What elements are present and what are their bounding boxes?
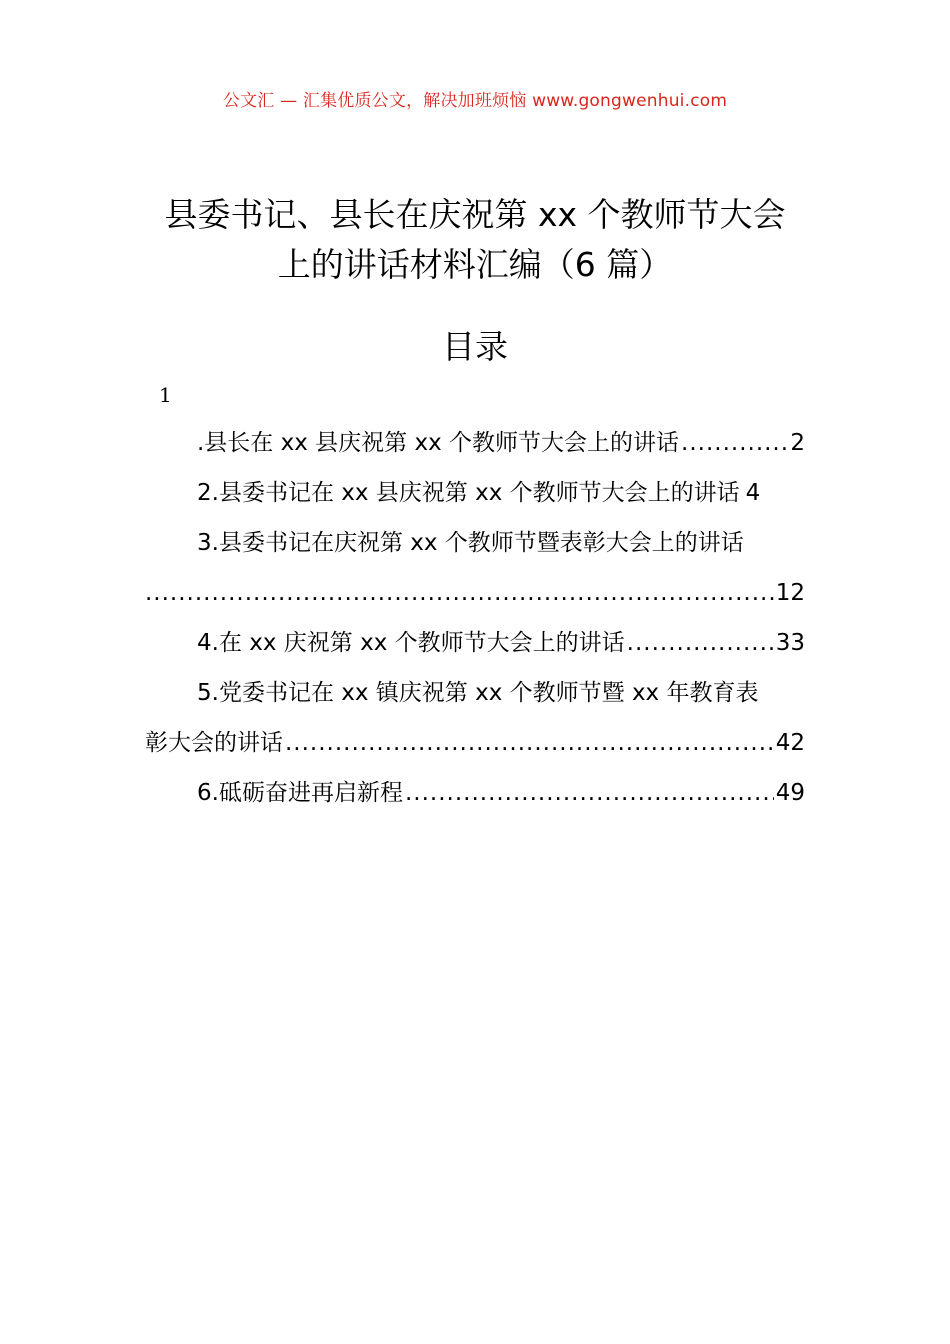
toc-entry-text: 彰大会的讲话	[145, 730, 283, 756]
watermark-text: 公文汇 — 汇集优质公文，解决加班烦恼 www.gongwenhui.com	[222, 91, 728, 111]
title-line-2: 上的讲话材料汇编（6 篇）	[277, 245, 673, 285]
toc-entry-text: 3.县委书记在庆祝第 xx 个教师节暨表彰大会上的讲话	[197, 530, 744, 556]
toc-leader-dots	[627, 618, 774, 668]
toc-entry-3-continuation[interactable]	[145, 568, 805, 618]
toc-entry-6[interactable]	[145, 768, 805, 818]
toc-entry-text: 6.砥砺奋进再启新程	[197, 780, 403, 806]
toc-entry-3[interactable]	[145, 518, 805, 568]
toc-leader-dots	[285, 718, 774, 768]
toc-page-number: 42	[775, 730, 805, 756]
toc-entry-5[interactable]	[145, 668, 805, 718]
toc-page-number: 2	[790, 430, 805, 456]
toc-entry-text: .县长在 xx 县庆祝第 xx 个教师节大会上的讲话	[197, 430, 680, 456]
toc-page-number: 4	[745, 480, 761, 506]
document-title	[120, 190, 830, 290]
toc-entry-text: 2.县委书记在 xx 县庆祝第 xx 个教师节大会上的讲话	[197, 480, 740, 506]
toc-leader-dots	[145, 568, 774, 618]
toc-leader-dots	[681, 418, 788, 468]
title-line-1: 县委书记、县长在庆祝第 xx 个教师节大会	[164, 195, 786, 235]
toc-heading: 目录	[442, 327, 508, 366]
toc-entry-5-continuation[interactable]	[145, 718, 805, 768]
toc-entry-4[interactable]	[145, 618, 805, 668]
table-of-contents	[145, 418, 805, 818]
toc-entry-text: 4.在 xx 庆祝第 xx 个教师节大会上的讲话	[197, 630, 625, 656]
toc-entry-2[interactable]	[145, 468, 805, 518]
stray-list-number: 1	[159, 383, 172, 407]
toc-page-number: 12	[775, 580, 805, 606]
toc-entry-text: 5.党委书记在 xx 镇庆祝第 xx 个教师节暨 xx 年教育表	[197, 680, 759, 706]
toc-leader-dots	[405, 768, 774, 818]
toc-page-number: 49	[775, 780, 805, 806]
toc-page-number: 33	[775, 630, 805, 656]
toc-entry-1[interactable]	[145, 418, 805, 468]
